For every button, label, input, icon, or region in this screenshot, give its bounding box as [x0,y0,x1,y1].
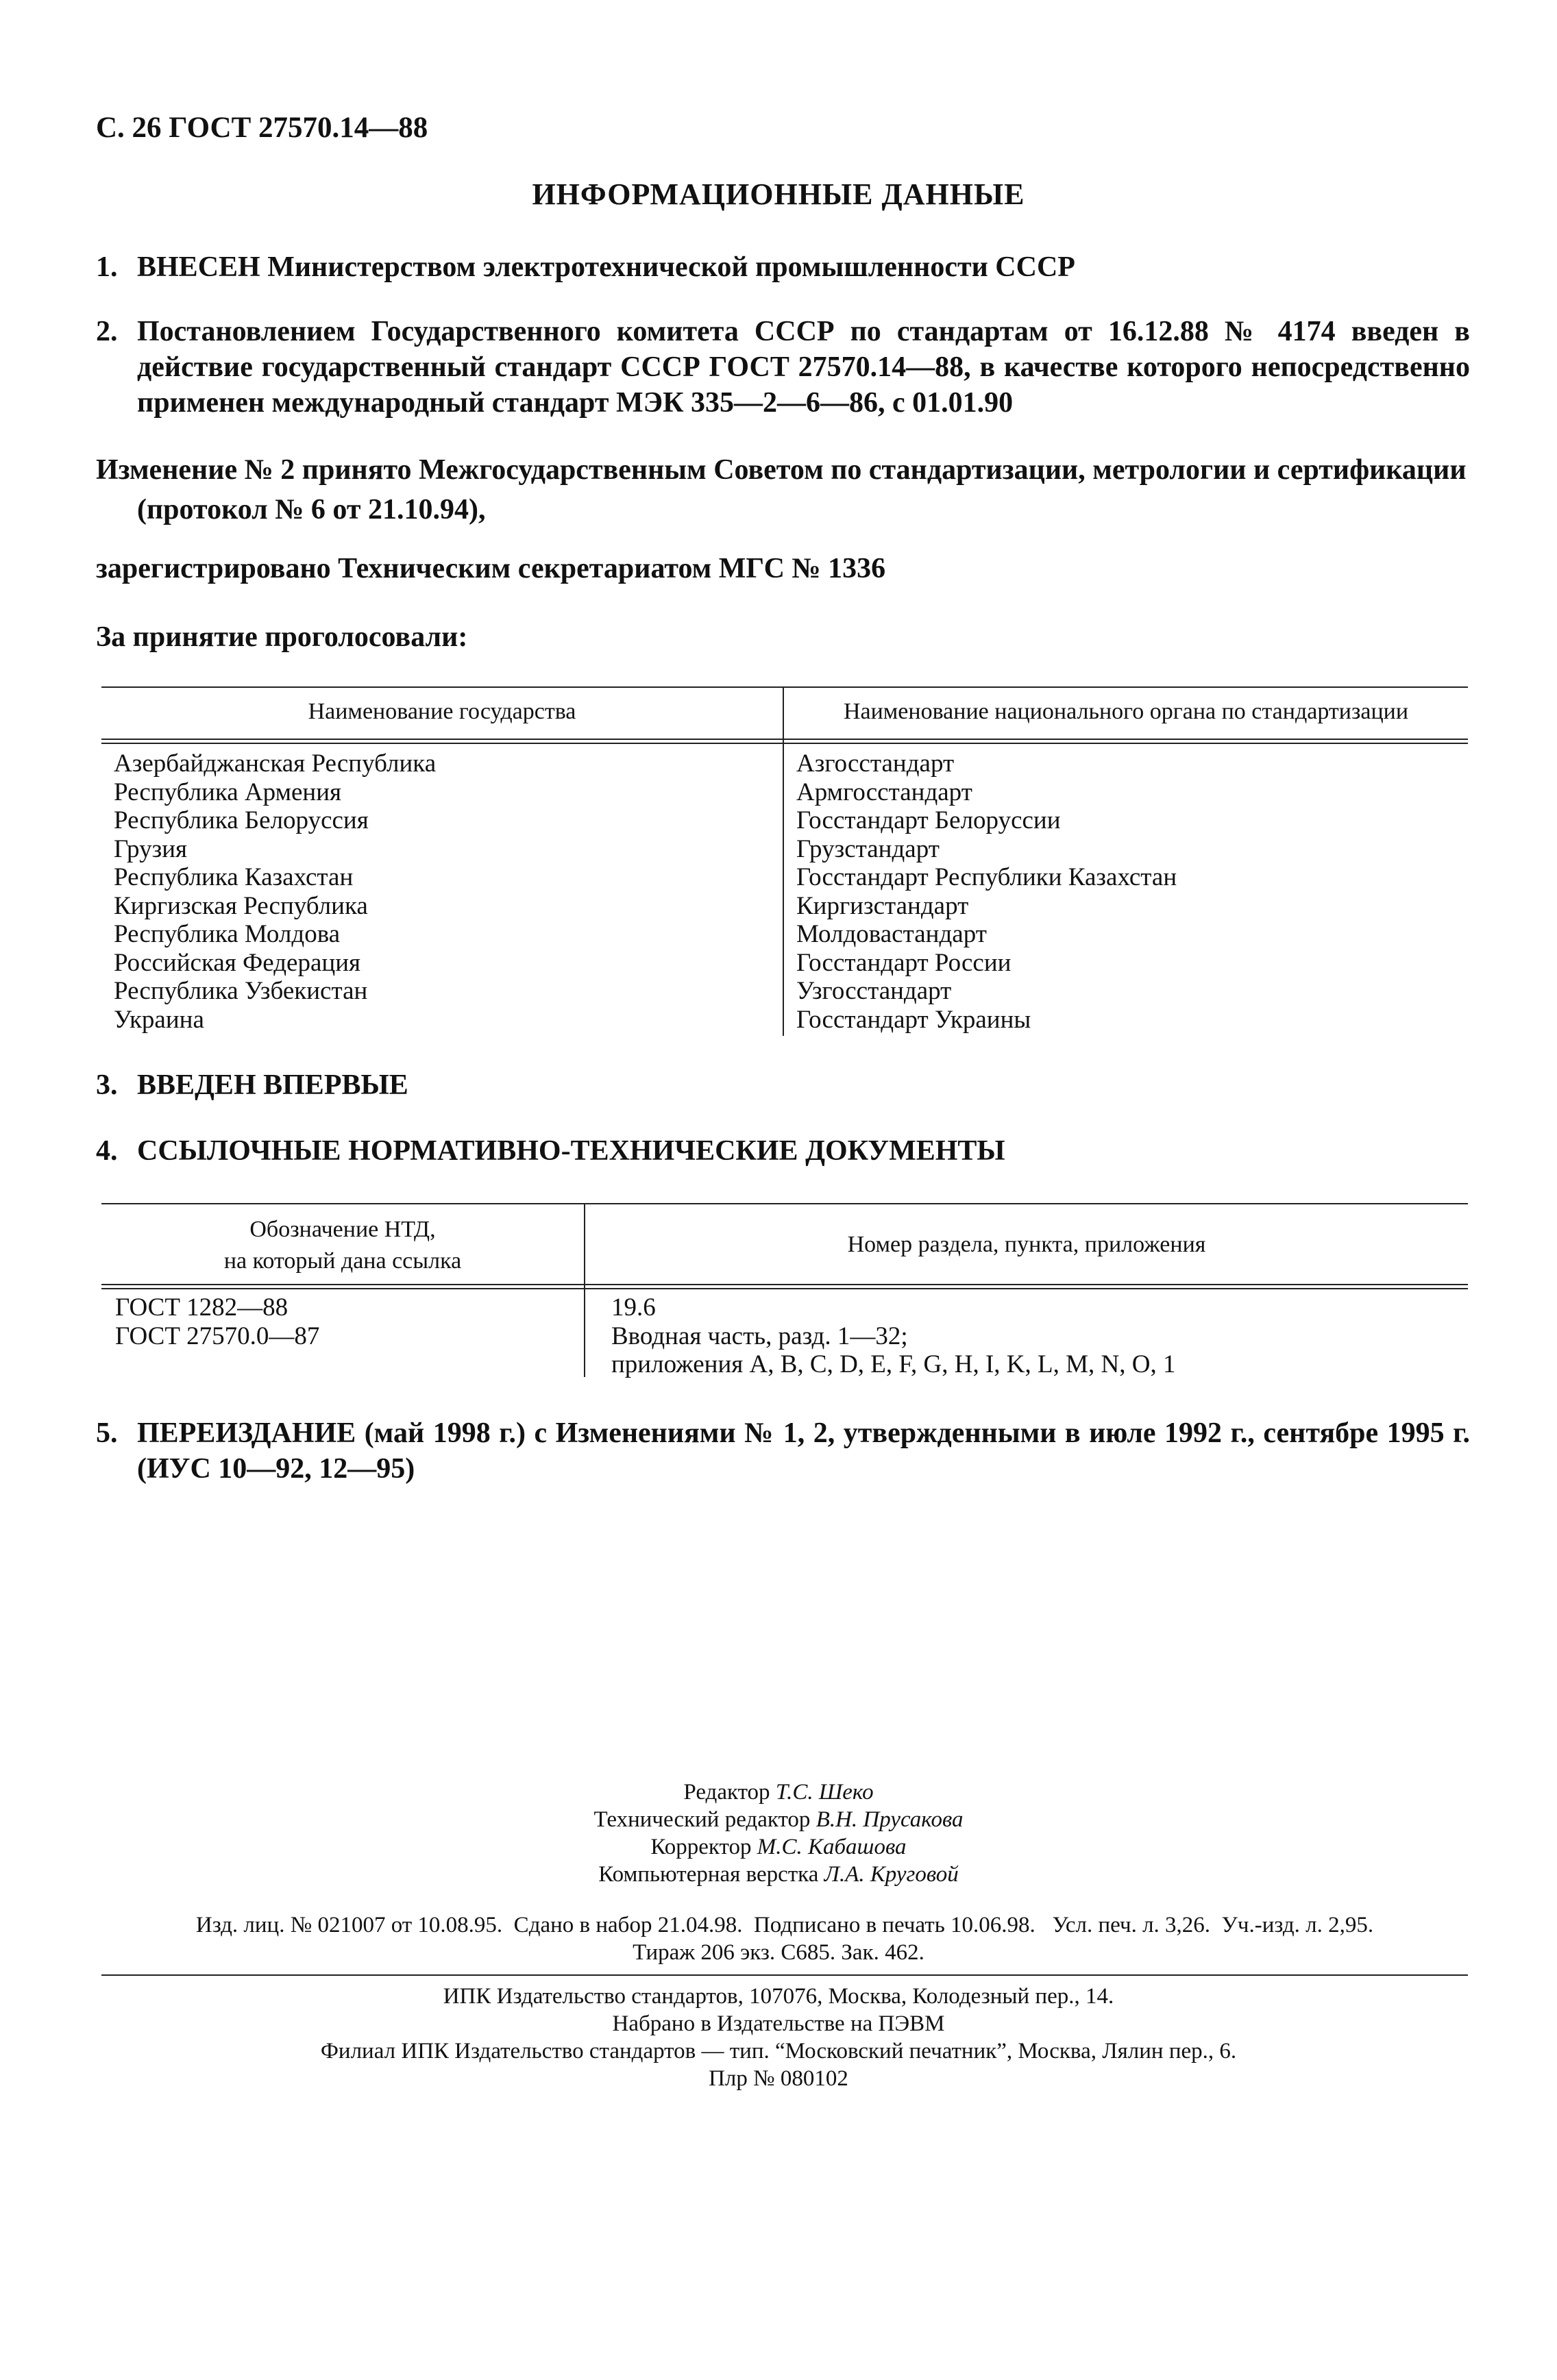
registration-line: зарегистрировано Техническим секретариатом МГС № 1336 [96,553,886,584]
country-cell: Азербайджанская Республика [114,749,437,778]
publisher-block [0,1983,1557,2092]
footer-rule [101,1974,1468,1976]
item-5-number: 5. [96,1417,118,1449]
voting-col1-header: Наименование государства [308,699,576,724]
imprint-line1: Изд. лиц. № 021007 от 10.08.95. Сдано в набор 21.04.98. Подписано в печать 10.06.98. Усл. печ. л. 3,26. Уч.-изд. л. 2,95. [195,1913,1374,1937]
ref-col1-header-line2: на который дана ссылка [223,1248,462,1274]
ref-col2-header: Номер раздела, пункта, приложения [847,1232,1206,1257]
ref-table-rule-top [101,1203,1468,1204]
ref-col1-header-line1: Обозначение НТД, [249,1217,436,1242]
publisher-line1: ИПК Издательство стандартов, 107076, Москва, Колодезный пер., 14. [443,1984,1114,2009]
ref-table-header-rule [101,1284,1468,1285]
item-1-text: ВНЕСЕН Министерством электротехнической промышленности СССР [137,251,1075,283]
page-header: С. 26 ГОСТ 27570.14—88 [96,112,428,144]
item-2 [96,314,1470,421]
standards-body-cell: Молдовастандарт [796,920,987,948]
ref-table-header-rule-2 [101,1288,1468,1289]
standards-body-cell: Госстандарт России [796,948,1012,977]
publisher-line4: Плр № 080102 [709,2066,848,2091]
item-5-text: ПЕРЕИЗДАНИЕ (май 1998 г.) с Изменениями № 1, 2, утвержденными в июле 1992 г., сентябре 1995 г. (ИУС 10—92, 12—95) [137,1417,1470,1485]
standards-body-cell: Грузстандарт [796,834,940,863]
credit-layout: Компьютерная верстка Л.А. Круговой [598,1862,959,1887]
standards-body-cell: Армгосстандарт [796,778,972,806]
item-3-text: ВВЕДЕН ВПЕРВЫЕ [137,1069,408,1101]
item-5 [96,1415,1470,1487]
item-3-number: 3. [96,1069,118,1101]
change-2-line2: (протокол № 6 от 21.10.94), [137,494,486,525]
credit-editor: Редактор Т.С. Шеко [683,1780,874,1805]
table-header-rule-2 [101,743,1468,744]
country-cell: Киргизская Республика [114,891,368,920]
section-reference: приложения A, B, C, D, E, F, G, H, I, K, L, M, N, O, 1 [611,1350,1176,1378]
standards-body-cell: Киргизстандарт [796,891,969,920]
country-cell: Республика Казахстан [114,863,354,891]
publisher-line2: Набрано в Издательстве на ПЭВМ [612,2011,945,2036]
credits-block [0,1778,1557,1888]
item-3 [96,1067,1467,1103]
credit-technical-editor: Технический редактор В.Н. Прусакова [593,1807,964,1832]
section-reference: 19.6 [611,1293,656,1322]
standards-body-cell: Узгосстандарт [796,977,952,1005]
voting-col2-list [796,749,1177,1034]
item-2-number: 2. [96,316,118,347]
country-cell: Грузия [114,834,188,863]
standards-body-cell: Азгосстандарт [796,749,955,778]
country-cell: Республика Узбекистан [114,977,368,1005]
standards-body-cell: Госстандарт Украины [796,1005,1031,1034]
item-1 [96,249,1467,285]
item-1-number: 1. [96,251,118,283]
standards-body-cell: Госстандарт Республики Казахстан [796,863,1177,891]
item-4 [96,1133,1467,1169]
country-cell: Украина [114,1005,204,1034]
table-column-divider [783,688,784,1036]
standards-body-cell: Госстандарт Белоруссии [796,806,1061,834]
publisher-line3: Филиал ИПК Издательство стандартов — тип. “Московский печатник”, Москва, Лялин пер., 6. [320,2039,1237,2063]
gost-reference: ГОСТ 1282—88 [115,1293,289,1322]
table-header-rule [101,739,1468,740]
change-2-line1: Изменение № 2 принято Межгосударственным Советом по стандартизации, метрологии и сертификации [96,454,1467,486]
item-2-text: Постановлением Государственного комитета СССР по стандартам от 16.12.88 № 4174 введен в действие государственный стандарт СССР ГОСТ 27570.14—88, в качестве которого непосредственно применен международный стандарт МЭК 335—2—6—86, с 01.01.90 [137,316,1470,419]
country-cell: Республика Белоруссия [114,806,369,834]
ref-col1-list [115,1293,319,1350]
ref-col1-header [101,1214,584,1277]
table-rule-top [101,686,1468,688]
page-title: ИНФОРМАЦИОННЫЕ ДАННЫЕ [532,177,1025,211]
gost-reference: ГОСТ 27570.0—87 [115,1322,320,1350]
country-cell: Республика Армения [114,778,342,806]
voting-col1-list [114,749,436,1034]
item-4-text: ССЫЛОЧНЫЕ НОРМАТИВНО-ТЕХНИЧЕСКИЕ ДОКУМЕНТЫ [137,1135,1005,1167]
ref-col2-list [611,1293,1175,1379]
country-cell: Российская Федерация [114,948,361,977]
voted-heading: За принятие проголосовали: [96,621,468,653]
item-4-number: 4. [96,1135,118,1167]
voting-col2-header: Наименование национального органа по стандартизации [843,699,1409,724]
credit-proofreader: Корректор М.С. Кабашова [650,1835,907,1859]
section-reference: Вводная часть, разд. 1—32; [611,1322,908,1350]
imprint-line2: Тираж 206 экз. С685. Зак. 462. [633,1940,924,1965]
country-cell: Республика Молдова [114,920,341,948]
